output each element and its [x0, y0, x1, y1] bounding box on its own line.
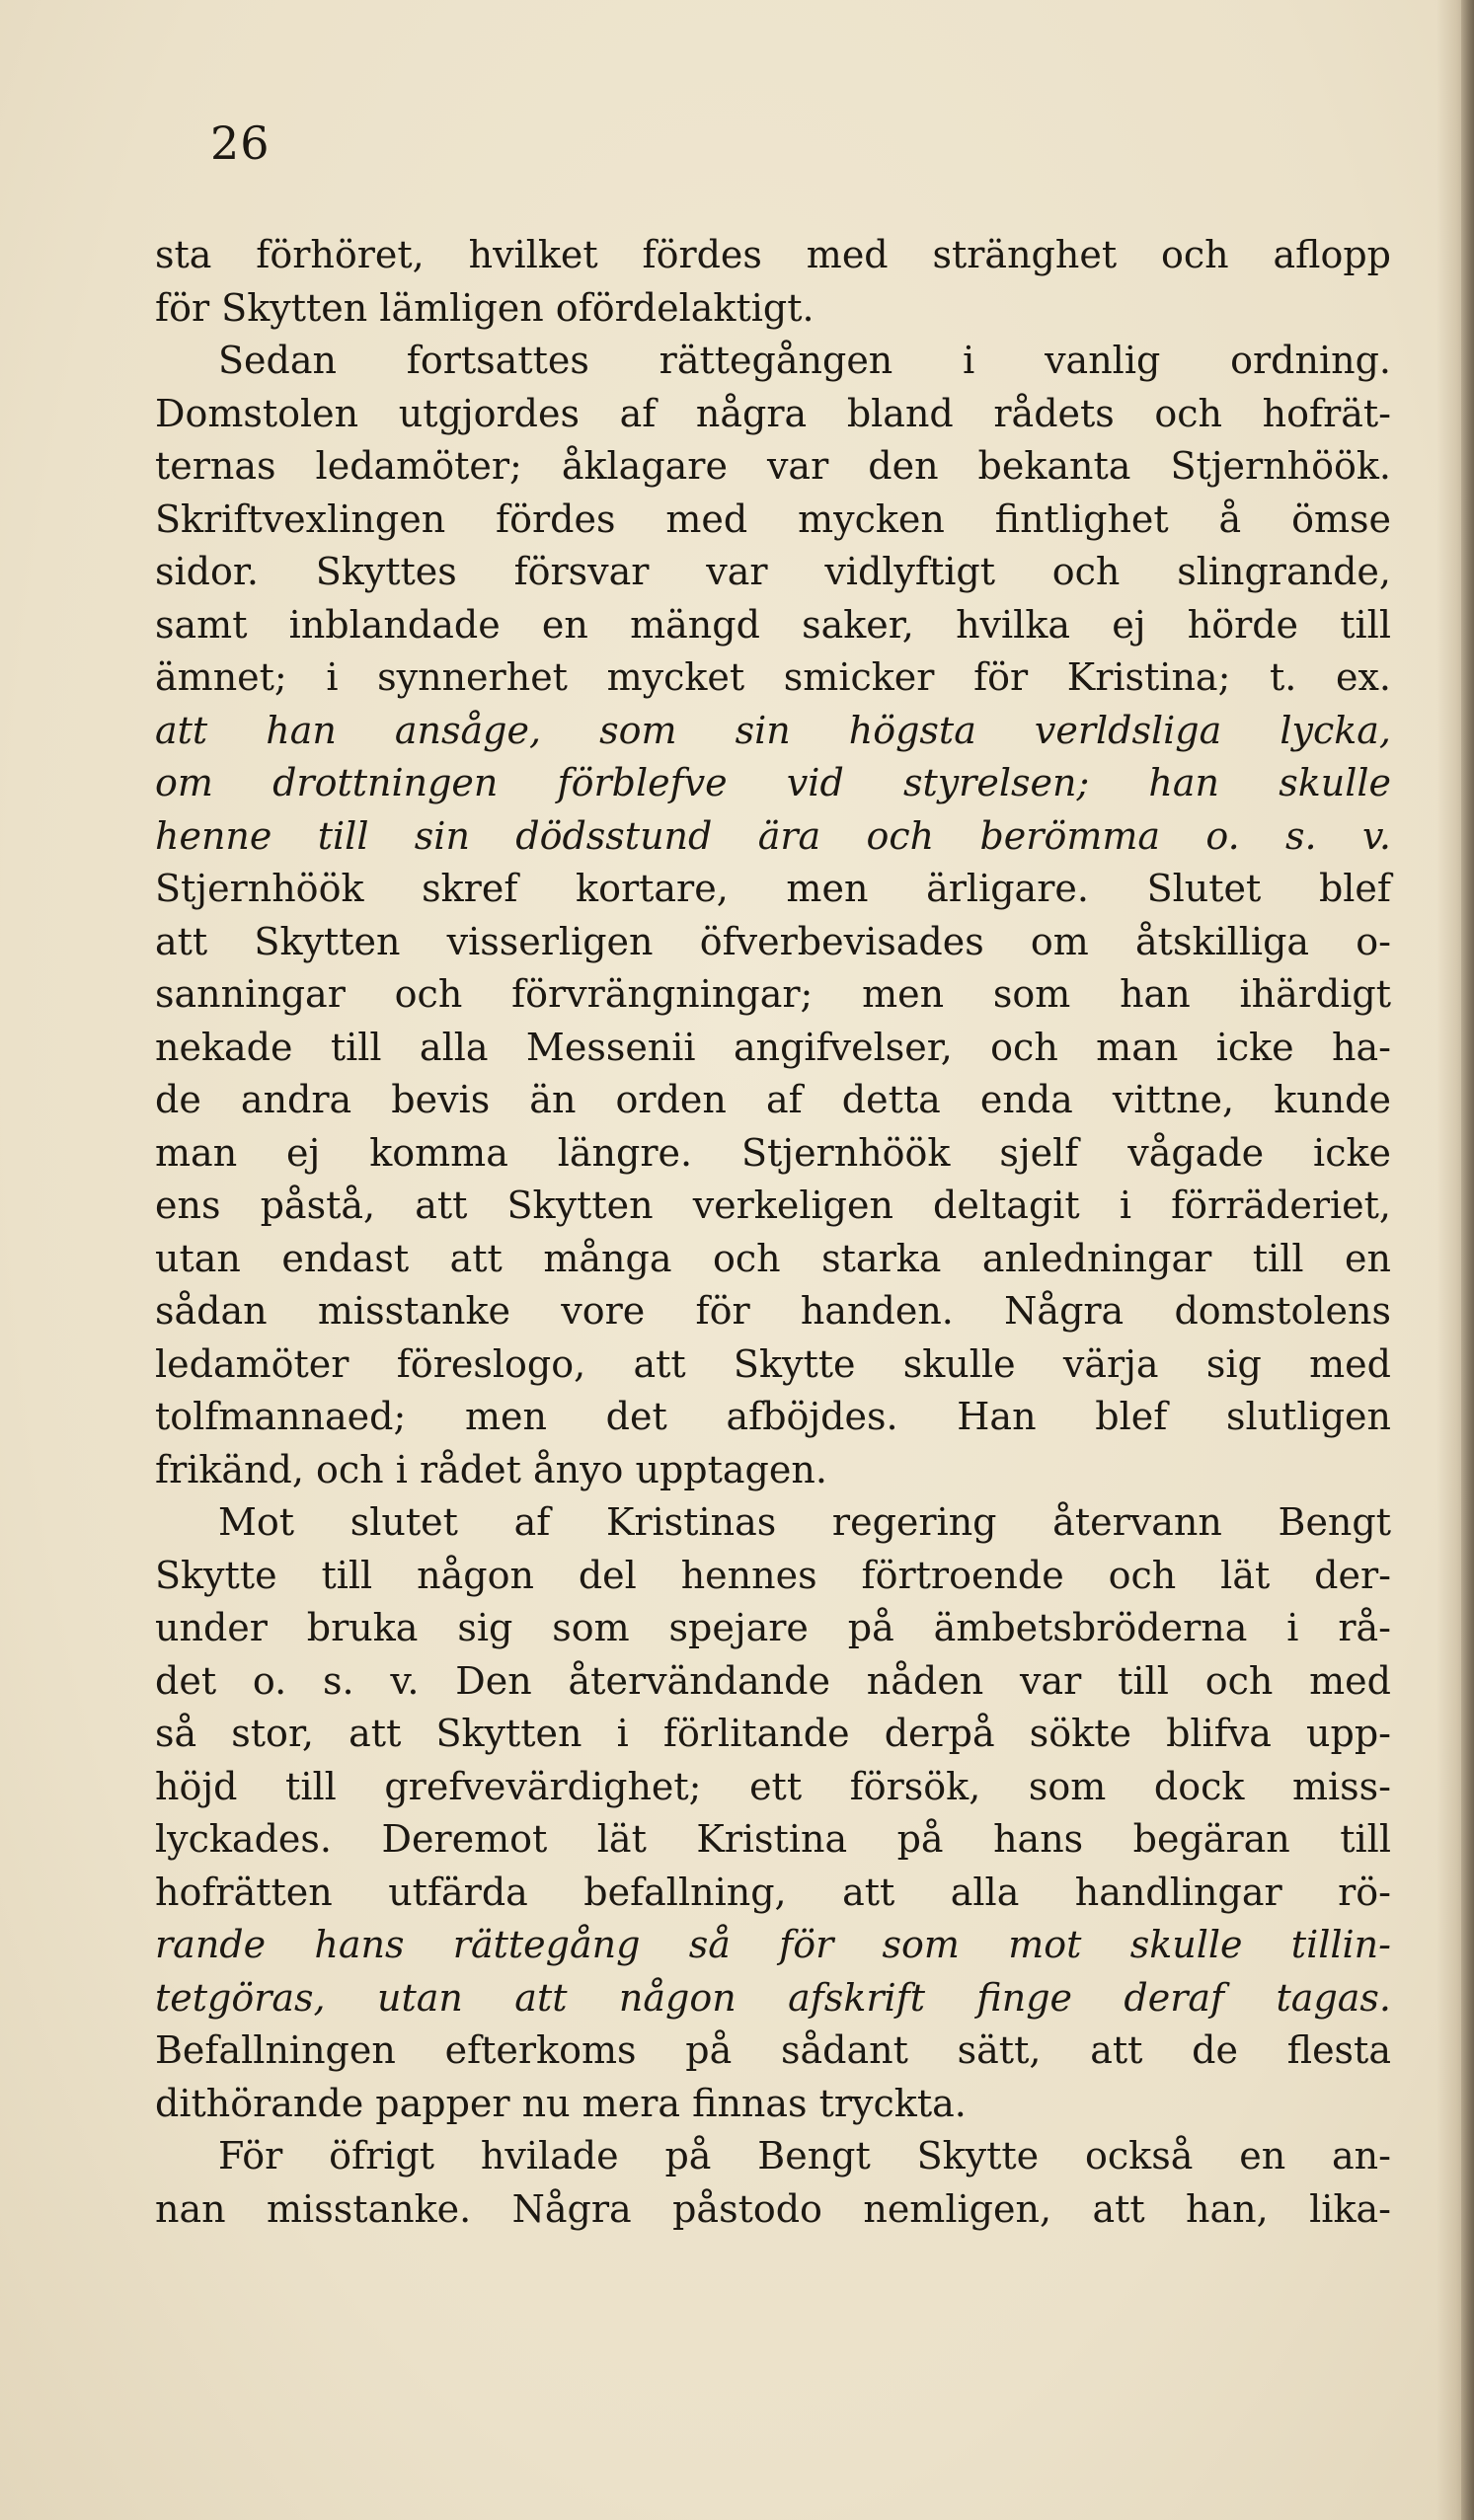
text-line: Befallningen efterkoms på sådant sätt, att de flesta: [155, 2028, 1391, 2072]
text-line: ämnet; i synnerhet mycket smicker för Kristina; t. ex.: [155, 655, 1391, 699]
text-line: sanningar och förvrängningar; men som han ihärdigt: [155, 972, 1391, 1016]
text-line: sådan misstanke vore för handen. Några domstolens: [155, 1289, 1391, 1333]
text-line: lyckades. Deremot lät Kristina på hans begäran till: [155, 1817, 1391, 1861]
text-line: att Skytten visserligen öfverbevisades om åtskilliga o-: [155, 919, 1391, 963]
page-number: 26: [210, 116, 271, 170]
text-line: frikänd, och i rådet ånyo upptagen.: [155, 1447, 827, 1491]
text-line: nan misstanke. Några påstodo nemligen, att han, lika-: [155, 2186, 1391, 2231]
text-line: det o. s. v. Den återvändande nåden var till och med: [155, 1658, 1391, 1703]
text-line: nekade till alla Messenii angifvelser, och man icke ha-: [155, 1025, 1391, 1069]
text-line: Mot slutet af Kristinas regering återvann Bengt: [218, 1500, 1391, 1544]
text-line: Domstolen utgjordes af några bland rådets och hofrät-: [155, 391, 1391, 435]
text-line: under bruka sig som spejare på ämbetsbröderna i rå-: [155, 1606, 1391, 1649]
text-line: man ej komma längre. Stjernhöök sjelf vågade icke: [155, 1130, 1391, 1175]
text-line: att han ansåge, som sin högsta verldsliga lycka,: [155, 708, 1391, 752]
text-line: rande hans rättegång så för som mot skulle tillin-: [155, 1923, 1391, 1966]
text-line: sta förhöret, hvilket fördes med stränghet och aflopp: [155, 233, 1391, 276]
text-line: ens påstå, att Skytten verkeligen deltagit i förräderiet,: [155, 1184, 1391, 1227]
text-line: Sedan fortsattes rättegången i vanlig ordning.: [218, 339, 1391, 382]
text-line: tolfmannaed; men det afböjdes. Han blef slutligen: [155, 1395, 1391, 1438]
text-line: sidor. Skyttes försvar var vidlyftigt och slingrande,: [155, 550, 1391, 593]
text-line: om drottningen förblefve vid styrelsen; han skulle: [155, 761, 1391, 804]
text-line: hofrätten utfärda befallning, att alla handlingar rö-: [155, 1870, 1391, 1914]
text-line: ledamöter föreslogo, att Skytte skulle värja sig med: [155, 1341, 1391, 1386]
text-line: höjd till grefvevärdighet; ett försök, som dock miss-: [155, 1764, 1391, 1808]
body-text: [155, 229, 1391, 2236]
text-line: så stor, att Skytten i förlitande derpå sökte blifva upp-: [155, 1712, 1391, 1755]
text-line: Stjernhöök skref kortare, men ärligare. Slutet blef: [155, 867, 1391, 910]
page-edge-shadow: [1461, 0, 1474, 2520]
text-line: henne till sin dödsstund ära och berömma o. s. v.: [155, 813, 1391, 858]
text-line: tetgöras, utan att någon afskrift finge deraf tagas.: [155, 1975, 1391, 2020]
text-line: Skytte till någon del hennes förtroende och lät der-: [155, 1553, 1391, 1597]
text-line: För öfrigt hvilade på Bengt Skytte också en an-: [218, 2134, 1391, 2177]
text-line: utan endast att många och starka anledningar till en: [155, 1236, 1391, 1280]
text-line: dithörande papper nu mera finnas tryckta.: [155, 2081, 967, 2125]
text-line: för Skytten lämligen ofördelaktigt.: [155, 285, 815, 330]
text-line: Skriftvexlingen fördes med mycken fintlighet å ömse: [155, 496, 1391, 541]
text-line: de andra bevis än orden af detta enda vittne, kunde: [155, 1078, 1391, 1121]
text-line: samt inblandade en mängd saker, hvilka ej hörde till: [155, 602, 1391, 647]
text-line: ternas ledamöter; åklagare var den bekanta Stjernhöök.: [155, 444, 1391, 488]
